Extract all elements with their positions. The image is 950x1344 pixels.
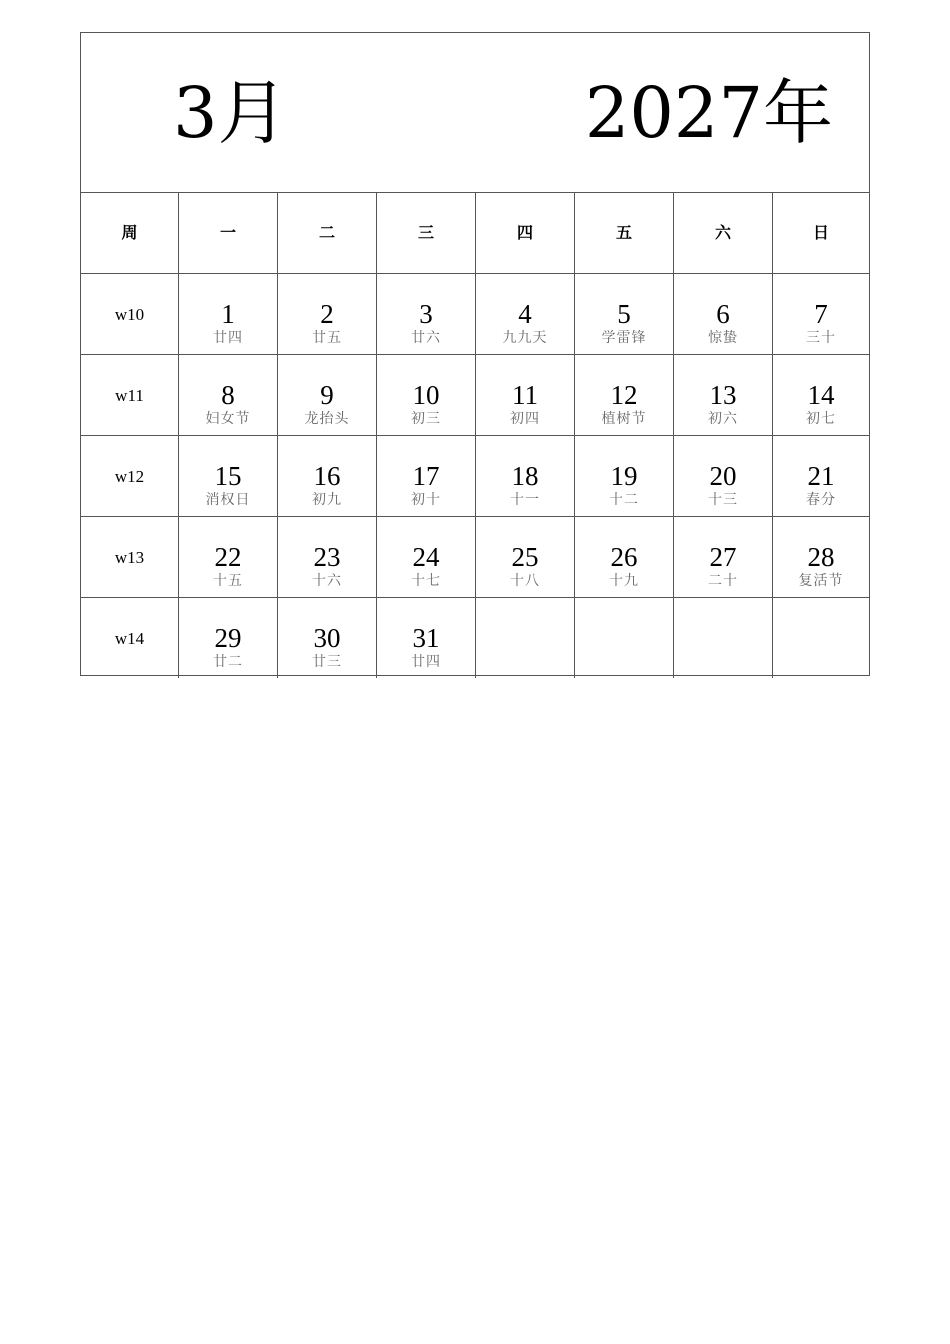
day-number: 30 — [313, 623, 341, 653]
day-number: 21 — [807, 461, 835, 491]
lunar-label: 初七 — [806, 411, 836, 427]
day-number: 5 — [617, 299, 631, 329]
week-number: w10 — [81, 274, 179, 355]
calendar-grid — [81, 193, 869, 678]
lunar-label: 廿二 — [213, 654, 243, 670]
lunar-label: 九九天 — [502, 330, 548, 346]
lunar-label: 十九 — [609, 573, 639, 589]
week-number: w11 — [81, 355, 179, 436]
day-number: 7 — [814, 299, 828, 329]
day-cell — [575, 436, 674, 517]
day-number: 4 — [518, 299, 532, 329]
day-number: 15 — [214, 461, 242, 491]
lunar-label: 消权日 — [205, 492, 251, 508]
day-cell — [476, 355, 575, 436]
lunar-label: 春分 — [806, 492, 836, 508]
day-cell — [377, 436, 476, 517]
day-cell — [278, 598, 377, 678]
day-cell — [179, 598, 278, 678]
lunar-label: 廿六 — [411, 330, 441, 346]
day-cell — [179, 436, 278, 517]
day-number: 3 — [419, 299, 433, 329]
day-number: 26 — [610, 542, 638, 572]
day-number: 14 — [807, 380, 835, 410]
lunar-label: 惊蛰 — [708, 330, 738, 346]
week-number: w13 — [81, 517, 179, 598]
lunar-label: 植树节 — [601, 411, 647, 427]
lunar-label: 十七 — [411, 573, 441, 589]
day-number — [476, 598, 574, 623]
day-number: 11 — [512, 380, 538, 410]
empty-day-cell — [575, 598, 674, 678]
lunar-label: 龙抬头 — [304, 411, 350, 427]
day-cell — [575, 355, 674, 436]
day-cell — [179, 355, 278, 436]
day-number: 24 — [412, 542, 440, 572]
lunar-label: 廿五 — [312, 330, 342, 346]
day-cell — [476, 274, 575, 355]
lunar-label: 十八 — [510, 573, 540, 589]
day-cell — [278, 355, 377, 436]
day-number: 29 — [214, 623, 242, 653]
month-title: 3月 — [173, 72, 288, 154]
day-cell — [377, 598, 476, 678]
calendar — [80, 32, 870, 676]
column-header-fri: 五 — [575, 193, 674, 274]
lunar-label: 十六 — [312, 573, 342, 589]
lunar-label: 十二 — [609, 492, 639, 508]
week-number: w14 — [81, 598, 179, 678]
column-header-week: 周 — [81, 193, 179, 274]
day-number: 22 — [214, 542, 242, 572]
day-cell — [377, 355, 476, 436]
day-number: 9 — [320, 380, 334, 410]
lunar-label: 十五 — [213, 573, 243, 589]
day-number: 19 — [610, 461, 638, 491]
week-number: w12 — [81, 436, 179, 517]
empty-day-cell — [773, 598, 869, 678]
lunar-label: 三十 — [806, 330, 836, 346]
day-cell — [773, 517, 869, 598]
lunar-label: 十一 — [510, 492, 540, 508]
column-header-thu: 四 — [476, 193, 575, 274]
day-number — [773, 598, 869, 623]
day-number: 8 — [221, 380, 235, 410]
day-cell — [278, 517, 377, 598]
day-number: 20 — [709, 461, 737, 491]
day-cell — [674, 517, 773, 598]
year-title: 2027年 — [584, 72, 833, 154]
day-number — [575, 598, 673, 623]
day-number: 13 — [709, 380, 737, 410]
day-cell — [278, 274, 377, 355]
day-number: 23 — [313, 542, 341, 572]
lunar-label: 廿三 — [312, 654, 342, 670]
day-cell — [674, 355, 773, 436]
day-cell — [377, 274, 476, 355]
column-header-wed: 三 — [377, 193, 476, 274]
day-number: 31 — [412, 623, 440, 653]
day-cell — [377, 517, 476, 598]
lunar-label: 初四 — [510, 411, 540, 427]
day-number: 18 — [511, 461, 539, 491]
day-number: 27 — [709, 542, 737, 572]
day-number: 28 — [807, 542, 835, 572]
day-number: 16 — [313, 461, 341, 491]
day-cell — [674, 436, 773, 517]
lunar-label: 复活节 — [798, 573, 844, 589]
day-cell — [476, 517, 575, 598]
calendar-header — [81, 33, 869, 193]
lunar-label: 初十 — [411, 492, 441, 508]
lunar-label: 廿四 — [213, 330, 243, 346]
lunar-label: 廿四 — [411, 654, 441, 670]
day-number: 10 — [412, 380, 440, 410]
day-cell — [773, 274, 869, 355]
lunar-label: 学雷锋 — [601, 330, 647, 346]
column-header-tue: 二 — [278, 193, 377, 274]
day-number: 25 — [511, 542, 539, 572]
day-number: 6 — [716, 299, 730, 329]
day-number: 17 — [412, 461, 440, 491]
day-number: 12 — [610, 380, 638, 410]
empty-day-cell — [476, 598, 575, 678]
empty-day-cell — [674, 598, 773, 678]
day-cell — [179, 517, 278, 598]
day-number: 1 — [221, 299, 235, 329]
lunar-label: 初三 — [411, 411, 441, 427]
day-cell — [575, 274, 674, 355]
day-cell — [674, 274, 773, 355]
column-header-sat: 六 — [674, 193, 773, 274]
lunar-label: 初六 — [708, 411, 738, 427]
lunar-label: 十三 — [708, 492, 738, 508]
day-number: 2 — [320, 299, 334, 329]
day-cell — [575, 517, 674, 598]
column-header-mon: 一 — [179, 193, 278, 274]
column-header-sun: 日 — [773, 193, 869, 274]
day-cell — [476, 436, 575, 517]
day-cell — [278, 436, 377, 517]
day-cell — [773, 355, 869, 436]
day-cell — [773, 436, 869, 517]
day-number — [674, 598, 772, 623]
lunar-label: 二十 — [708, 573, 738, 589]
day-cell — [179, 274, 278, 355]
lunar-label: 妇女节 — [205, 411, 251, 427]
lunar-label: 初九 — [312, 492, 342, 508]
